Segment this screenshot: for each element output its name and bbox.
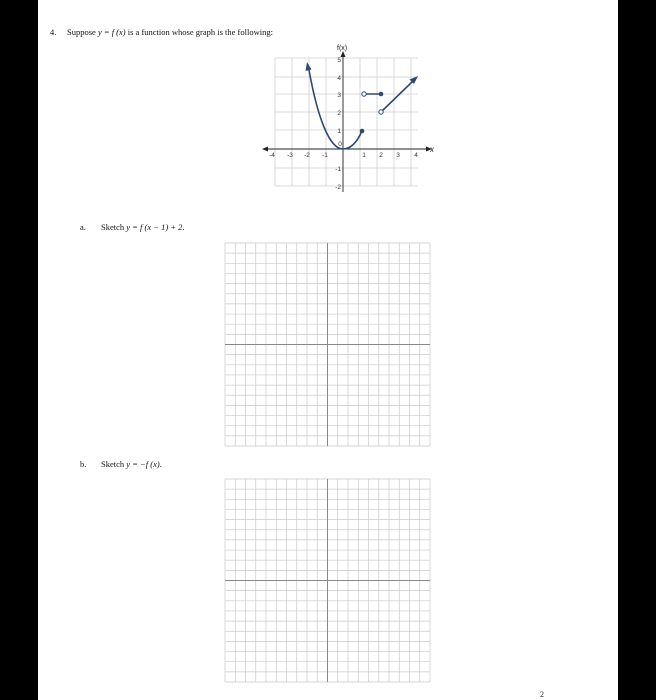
- y-tick-label: 5: [337, 57, 341, 64]
- parabola-piece: [309, 70, 362, 149]
- y-axis-label: f(x): [337, 45, 348, 52]
- x-tick-label: 2: [379, 152, 383, 159]
- closed-point: [379, 92, 384, 97]
- x-tick-label: 3: [396, 152, 400, 159]
- blank-grid-b[interactable]: [225, 479, 430, 682]
- function-graph: [260, 40, 435, 190]
- blank-grid-a[interactable]: [225, 243, 430, 446]
- x-tick-label: -1: [322, 152, 328, 159]
- part-b-text: Sketch y = −f (x).: [101, 459, 162, 469]
- linear-piece: [381, 81, 413, 112]
- question-number: 4.: [50, 27, 57, 37]
- part-a-text: Sketch y = f (x − 1) + 2.: [101, 222, 185, 232]
- function-curves: [309, 70, 413, 149]
- closed-point: [360, 129, 365, 134]
- part-b-label: b.: [80, 459, 87, 469]
- y-tick-label: 4: [337, 75, 341, 82]
- open-point: [362, 92, 366, 96]
- y-tick-label: 1: [337, 128, 341, 135]
- page-number: 2: [540, 690, 544, 699]
- y-tick-label: 3: [337, 92, 341, 99]
- y-tick-label: -2: [335, 184, 341, 191]
- y-tick-label: 2: [337, 110, 341, 117]
- x-tick-labels: [269, 141, 418, 159]
- x-axis-label: x: [430, 145, 434, 154]
- x-tick-label: -2: [304, 152, 310, 159]
- x-tick-label: -3: [287, 152, 293, 159]
- question-text: Suppose y = f (x) is a function whose graph is the following:: [67, 27, 273, 37]
- open-point: [379, 110, 383, 114]
- x-tick-label: 0: [338, 141, 342, 148]
- y-tick-label: -1: [335, 166, 341, 173]
- graph-grid: [275, 58, 418, 186]
- x-tick-label: 4: [414, 152, 418, 159]
- x-tick-label: -4: [269, 152, 275, 159]
- x-tick-label: 1: [362, 152, 366, 159]
- part-a-label: a.: [80, 222, 86, 232]
- x-axis-arrow-left: [262, 147, 268, 152]
- curve-arrow-left: [306, 62, 312, 71]
